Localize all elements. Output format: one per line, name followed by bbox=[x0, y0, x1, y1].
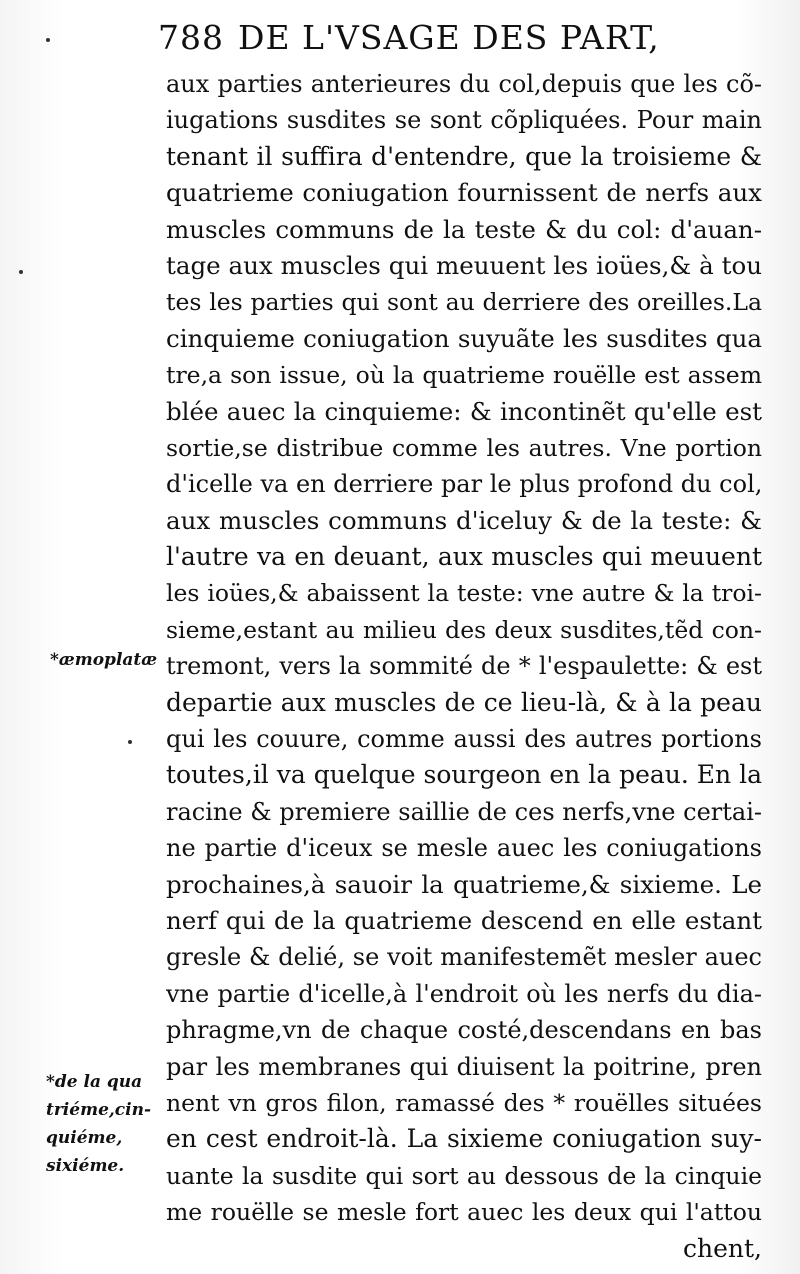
text-line: departie aux muscles de ce lieu-là, & à la peau bbox=[166, 687, 762, 717]
text-line: tremont, vers la sommité de * l'espaulette: & est bbox=[166, 652, 762, 681]
margin-note bbox=[46, 1068, 151, 1180]
text-line: l'autre va en deuant, aux muscles qui meuuent bbox=[166, 542, 762, 572]
text-line: d'icelle va en derriere par le plus profond du col, bbox=[166, 470, 762, 499]
text-line: vne partie d'icelle,à l'endroit où les nerfs du dia- bbox=[166, 979, 762, 1008]
text-line: me rouëlle se mesle fort auec les deux qui l'attou bbox=[166, 1198, 762, 1227]
margin-note-line: quiéme, bbox=[46, 1128, 123, 1148]
text-line: tre,a son issue, où la quatrieme rouëlle est assem bbox=[166, 361, 762, 390]
ink-speck bbox=[46, 38, 50, 42]
text-line: nerf qui de la quatrieme descend en elle estant bbox=[166, 905, 762, 935]
text-line: sortie,se distribue comme les autres. Vne portion bbox=[166, 433, 762, 462]
text-line: prochaines,à sauoir la quatrieme,& sixieme. Le bbox=[166, 869, 762, 899]
text-line: par les membranes qui diuisent la poitrine, pren bbox=[166, 1052, 762, 1081]
page-number: 788 bbox=[158, 18, 224, 57]
margin-note-line: sixiéme. bbox=[46, 1156, 125, 1176]
margin-note: *æmoplatæ bbox=[50, 650, 158, 670]
body-text bbox=[166, 66, 762, 1267]
text-line: aux parties anterieures du col,depuis que les cõ- bbox=[166, 70, 762, 98]
text-line: en cest endroit-là. La sixieme coniugation suy- bbox=[166, 1124, 762, 1154]
margin-note-line: *de la qua bbox=[46, 1072, 143, 1092]
text-line: phragme,vn de chaque costé,descendans en bas bbox=[166, 1016, 762, 1045]
text-line: blée auec la cinquieme: & incontinẽt qu'elle est bbox=[166, 396, 762, 426]
text-line: uante la susdite qui sort au dessous de la cinquie bbox=[166, 1161, 762, 1190]
text-line: toutes,il va quelque sourgeon en la peau. En la bbox=[166, 760, 762, 790]
text-line: tage aux muscles qui meuuent les ioües,& à tou bbox=[166, 250, 762, 280]
margin-note-line: triéme,cin- bbox=[46, 1100, 152, 1120]
ink-speck bbox=[128, 740, 132, 744]
running-header bbox=[158, 18, 758, 58]
running-title: DE L'VSAGE DES PART, bbox=[238, 18, 660, 57]
text-line: les ioües,& abaissent la teste: vne autre & la troi- bbox=[166, 579, 762, 608]
text-line: chent, bbox=[683, 1233, 762, 1263]
text-line: ne partie d'iceux se mesle auec les coniugations bbox=[166, 834, 762, 863]
text-line: cinquieme coniugation suyuãte les susdites qua bbox=[166, 323, 762, 353]
text-line: racine & premiere saillie de ces nerfs,vne certai- bbox=[166, 797, 762, 826]
text-line: aux muscles communs d'iceluy & de la teste: & bbox=[166, 505, 762, 535]
text-line: sieme,estant au milieu des deux susdites,tẽd con- bbox=[166, 615, 762, 644]
text-line: iugations susdites se sont cõpliquées. Pour main bbox=[166, 106, 762, 135]
text-line: muscles communs de la teste & du col: d'auan- bbox=[166, 214, 762, 244]
text-line: qui les couure, comme aussi des autres portions bbox=[166, 725, 762, 754]
text-line: tes les parties qui sont au derriere des oreilles.La bbox=[166, 288, 762, 317]
text-line: quatrieme coniugation fournissent de nerfs aux bbox=[166, 178, 762, 208]
text-line: gresle & delié, se voit manifestemẽt mesler auec bbox=[166, 943, 762, 972]
text-line: tenant il suffira d'entendre, que la troisieme & bbox=[166, 141, 762, 171]
ink-speck bbox=[19, 270, 23, 274]
text-line: nent vn gros filon, ramassé des * rouëlles situées bbox=[166, 1088, 762, 1117]
